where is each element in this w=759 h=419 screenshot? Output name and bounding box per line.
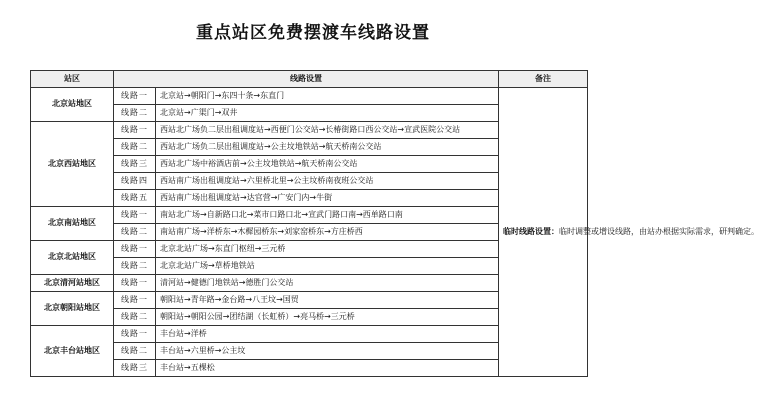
station-name: 北京南站地区: [31, 207, 114, 241]
route-label: 线路一: [114, 207, 156, 224]
route-text: 丰台站→洋桥: [156, 326, 499, 343]
route-label: 线路二: [114, 309, 156, 326]
route-text: 南站南广场→洋桥东→木樨园桥东→刘家窑桥东→方庄桥西: [156, 224, 499, 241]
station-name: 北京清河站地区: [31, 275, 114, 292]
route-label: 线路二: [114, 139, 156, 156]
route-label: 线路五: [114, 190, 156, 207]
station-name: 北京丰台站地区: [31, 326, 114, 377]
route-text: 西站南广场出租调度站→六里桥北里→公主坟桥南夜班公交站: [156, 173, 499, 190]
table-row: [31, 88, 588, 105]
route-label: 线路二: [114, 343, 156, 360]
route-text: 南站北广场→自新路口北→菜市口路口北→宣武门路口南→西单路口南: [156, 207, 499, 224]
station-name: 北京北站地区: [31, 241, 114, 275]
route-label: 线路三: [114, 360, 156, 377]
route-text: 朝阳站→朝阳公园→团结湖（长虹桥）→亮马桥→三元桥: [156, 309, 499, 326]
route-text: 朝阳站→青年路→金台路→八王坟→国贸: [156, 292, 499, 309]
table-body: [31, 88, 759, 377]
route-text: 西站北广场负二层出租调度站→西便门公交站→长椿街路口西公交站→宣武医院公交站: [156, 122, 499, 139]
note-heading: 临时线路设置：: [503, 227, 559, 237]
route-text: 清河站→健德门地铁站→德胜门公交站: [156, 275, 499, 292]
route-label: 线路三: [114, 156, 156, 173]
route-label: 线路一: [114, 241, 156, 258]
route-label: 线路一: [114, 122, 156, 139]
page-title: 重点站区免费摆渡车线路设置: [196, 23, 430, 43]
note-cell: [499, 88, 759, 377]
route-label: 线路二: [114, 105, 156, 122]
route-label: 线路一: [114, 292, 156, 309]
route-text: 北京北站广场→东直门枢纽→三元桥: [156, 241, 499, 258]
route-label: 线路一: [114, 88, 156, 105]
route-text: 丰台站→六里桥→公主坟: [156, 343, 499, 360]
route-label: 线路一: [114, 326, 156, 343]
route-text: 西站北广场中裕酒店前→公主坟地铁站→航天桥南公交站: [156, 156, 499, 173]
station-name: 北京西站地区: [31, 122, 114, 207]
route-table: [30, 70, 759, 377]
header-station: 站区: [31, 71, 114, 88]
route-label: 线路二: [114, 224, 156, 241]
note-body: 临时调整或增设线路，由站办根据实际需求，研判确定。: [559, 227, 759, 237]
station-name: 北京站地区: [31, 88, 114, 122]
station-name: 北京朝阳站地区: [31, 292, 114, 326]
header-note: 备注: [499, 71, 588, 88]
route-label: 线路四: [114, 173, 156, 190]
route-text: 西站南广场出租调度站→达官营→广安门内→牛街: [156, 190, 499, 207]
route-text: 北京北站广场→草桥地铁站: [156, 258, 499, 275]
route-text: 北京站→广渠门→双井: [156, 105, 499, 122]
route-text: 西站北广场负二层出租调度站→公主坟地铁站→航天桥南公交站: [156, 139, 499, 156]
route-text: 丰台站→五棵松: [156, 360, 499, 377]
header-route: 线路设置: [114, 71, 499, 88]
route-label: 线路二: [114, 258, 156, 275]
route-text: 北京站→朝阳门→东四十条→东直门: [156, 88, 499, 105]
table-header-row: [31, 71, 588, 88]
route-label: 线路一: [114, 275, 156, 292]
